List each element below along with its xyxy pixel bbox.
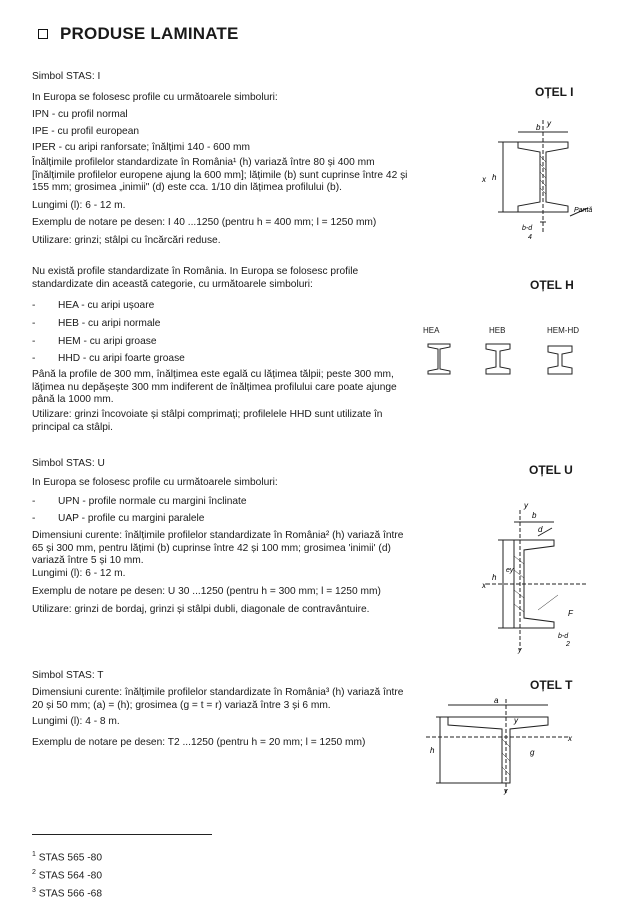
footnote-1-text: STAS 565 -80 [38, 852, 102, 864]
footnote-3-num: 3 [32, 887, 36, 894]
section-t-lungimi: Lungimi (l): 4 - 8 m. [32, 716, 120, 727]
section-i-intro: In Europa se folosesc profile cu următoarele simboluri: [32, 92, 278, 103]
footnote-1-num: 1 [32, 851, 36, 858]
page-title: PRODUSE LAMINATE [60, 24, 239, 43]
svg-text:y: y [524, 501, 528, 510]
section-h-intro: Nu există profile standardizate în România. In Europa se folosesc profile standardizate din această categorie, cu următoarele simboluri: [32, 266, 359, 290]
section-t-simbol: Simbol STAS: T [32, 670, 104, 681]
section-h-heading: OȚEL H [530, 278, 574, 292]
footnote-2-num: 2 [32, 869, 36, 876]
section-u-intro: In Europa se folosesc profile cu următoarele simboluri: [32, 477, 278, 488]
svg-text:F: F [568, 609, 573, 618]
section-u-heading: OȚEL U [529, 463, 573, 477]
footnote-3 [32, 884, 102, 900]
section-h-utilizare: Utilizare: grinzi încovoiate și stâlpi comprimați; profilelele HHD sunt utilizate în principal ca stâlpi. [32, 409, 383, 433]
footnote-rule [32, 834, 212, 835]
section-h-item-3: - HEM - cu aripi groase [32, 336, 157, 347]
svg-text:y: y [547, 119, 551, 128]
svg-text:4: 4 [528, 234, 532, 241]
section-h-item-4: - HHD - cu aripi foarte groase [32, 353, 185, 364]
section-u-lungimi: Lungimi (l): 6 - 12 m. [32, 568, 126, 579]
section-h-dims: Până la profile de 300 mm, înălțimea este egală cu lățimea tălpii; peste 300 mm, lățimea nu depășește 300 mm indiferent de înălțimea profilului care poate ajunge până la 1000 mm. [32, 369, 397, 405]
section-t-exemplu: Exemplu de notare pe desen: T2 ...1250 (pentru h = 20 mm; l = 1250 mm) [32, 737, 366, 748]
h-profiles-diagram [420, 340, 600, 380]
svg-text:Pantă: Pantă [574, 207, 593, 214]
section-h-item-3-text: HEM - cu aripi groase [58, 336, 157, 347]
section-i-utilizare: Utilizare: grinzi; stâlpi cu încărcări reduse. [32, 235, 221, 246]
section-i-dims: Înălțimile profilelor standardizate în România¹ (h) variază între 80 și 400 mm [înălțimile profilelor europene ajung la 600 mm]; lățimile (b) sunt cuprinse între 42 și 155 mm; grosimea „inimii" (d) este cca. 1/10 din lățimea profilului (b). [32, 157, 408, 193]
svg-text:h: h [430, 746, 435, 755]
section-t-heading: OȚEL T [530, 678, 573, 692]
svg-text:b: b [532, 511, 537, 520]
section-u-exemplu: Exemplu de notare pe desen: U 30 ...1250 (pentru h = 300 mm; l = 1250 mm) [32, 586, 381, 597]
section-h-item-4-text: HHD - cu aripi foarte groase [58, 353, 185, 364]
svg-text:x: x [482, 581, 486, 590]
i-beam-diagram [478, 112, 598, 242]
svg-text:y: y [518, 647, 522, 654]
svg-text:x: x [568, 734, 572, 743]
section-u-item-1-text: UPN - profile normale cu margini înclinate [58, 496, 247, 507]
svg-text:b-d: b-d [558, 633, 569, 640]
section-i-simbol: Simbol STAS: I [32, 71, 101, 82]
section-h-item-1: - HEA - cu aripi ușoare [32, 300, 155, 311]
section-i-item-3: IPER - cu aripi ranforsate; înălțimi 140 - 600 mm [32, 142, 250, 153]
section-i-lungimi: Lungimi (l): 6 - 12 m. [32, 200, 126, 211]
svg-text:b-d: b-d [522, 225, 533, 232]
page-title-row [38, 24, 239, 44]
footnote-1 [32, 848, 102, 864]
svg-text:b: b [536, 123, 541, 132]
section-i-exemplu: Exemplu de notare pe desen: I 40 ...1250 (pentru h = 400 mm; l = 1250 mm) [32, 217, 377, 228]
svg-text:d: d [538, 525, 543, 534]
t-profile-diagram [418, 695, 598, 795]
svg-text:h: h [492, 173, 497, 182]
checkbox-bullet-icon [38, 29, 48, 39]
hea-label: HEA [423, 326, 440, 335]
section-u-item-2-text: UAP - profile cu margini paralele [58, 513, 205, 524]
section-i-item-2: IPE - cu profil european [32, 126, 140, 137]
svg-text:a: a [494, 696, 499, 705]
footnote-2-text: STAS 564 -80 [38, 870, 102, 882]
u-channel-diagram [478, 500, 598, 655]
section-h-item-2-text: HEB - cu aripi normale [58, 318, 161, 329]
hem-label: HEM-HD [547, 326, 579, 335]
svg-text:y: y [504, 788, 508, 795]
heb-label: HEB [489, 326, 506, 335]
svg-text:2: 2 [566, 641, 570, 648]
svg-text:y: y [514, 716, 518, 725]
svg-text:g: g [530, 748, 535, 757]
section-u-utilizare: Utilizare: grinzi de bordaj, grinzi și stâlpi dubli, diagonale de contravântuire. [32, 604, 370, 615]
section-h-item-1-text: HEA - cu aripi ușoare [58, 300, 155, 311]
section-i-item-1: IPN - cu profil normal [32, 109, 128, 120]
section-t-dims: Dimensiuni curente: înălțimile profilelor standardizate în România³ (h) variază între 20 și 50 mm; (a) = (h); grosimea (g = t = r) variază între 3 și 6 mm. [32, 687, 404, 711]
svg-text:ey: ey [506, 567, 514, 574]
svg-text:h: h [492, 573, 497, 582]
footnote-3-text: STAS 566 -68 [38, 888, 102, 900]
section-u-simbol: Simbol STAS: U [32, 458, 105, 469]
footnote-2 [32, 866, 102, 882]
section-u-item-1: - UPN - profile normale cu margini înclinate [32, 496, 247, 507]
section-u-dims: Dimensiuni curente: înălțimile profilelor standardizate în România² (h) variază între 65 și 300 mm, pentru lățimi (b) cuprinse între 42 și 100 mm; grosimea 'inimii' (d) variază între 5 și 10 mm. [32, 530, 404, 566]
section-i-heading: OȚEL I [535, 85, 574, 99]
svg-text:x: x [482, 175, 486, 184]
section-u-item-2: - UAP - profile cu margini paralele [32, 513, 205, 524]
section-h-item-2: - HEB - cu aripi normale [32, 318, 161, 329]
